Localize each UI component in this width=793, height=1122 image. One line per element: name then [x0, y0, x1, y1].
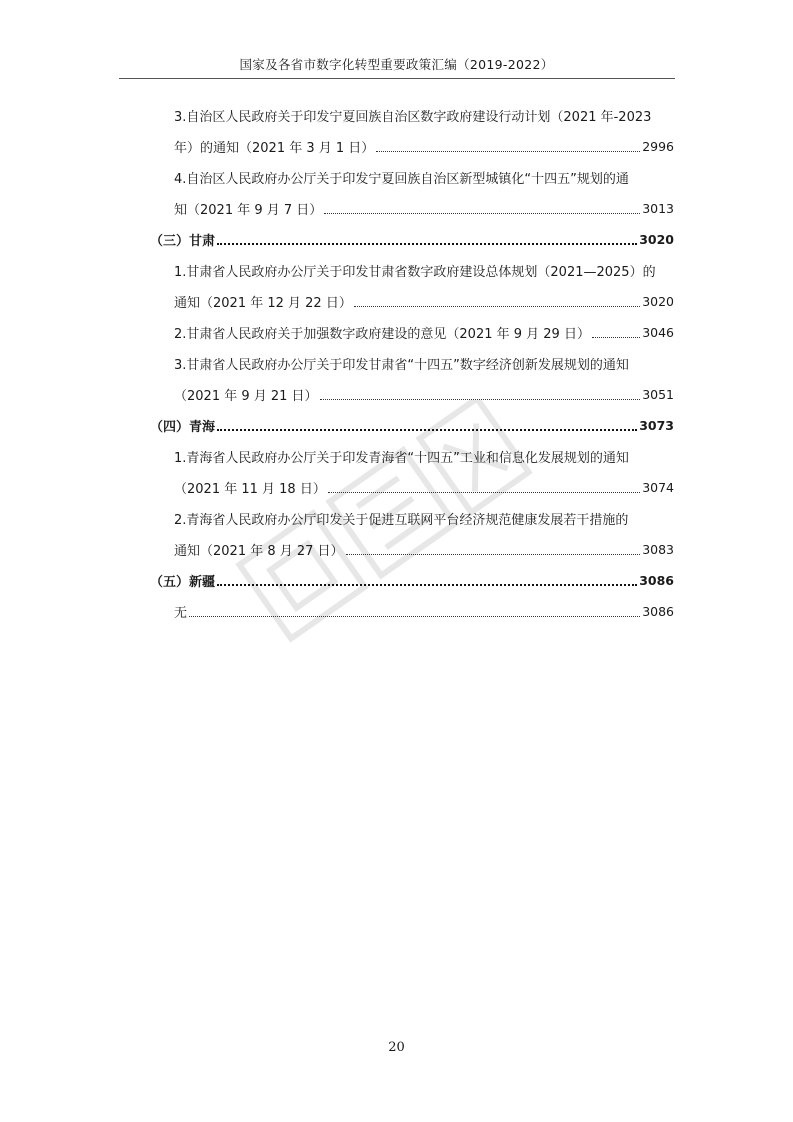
- toc-entry-text: 通知（2021 年 12 月 22 日）: [174, 296, 352, 311]
- running-header: 国家及各省市数字化转型重要政策汇编（2019-2022）: [239, 57, 554, 72]
- toc-entry-text: （三）甘肃: [150, 234, 216, 249]
- toc-entry-text: 知（2021 年 9 月 7 日）: [174, 203, 323, 218]
- toc-page-number: 3073: [639, 418, 674, 433]
- toc-page-number: 3074: [642, 480, 674, 495]
- header-rule: [119, 78, 675, 79]
- dot-leader: [217, 242, 637, 245]
- toc-page-number: 3086: [639, 573, 674, 588]
- dot-leader: [592, 336, 640, 338]
- toc-entry-text: （2021 年 11 月 18 日）: [174, 482, 326, 497]
- dot-leader: [328, 491, 640, 493]
- toc-entry-text: 2.甘肃省人民政府关于加强数字政府建设的意见（2021 年 9 月 29 日）: [174, 327, 590, 342]
- toc-page-number: 3086: [642, 604, 674, 619]
- toc-page-number: 3046: [642, 325, 674, 340]
- toc-entry[interactable]: [150, 348, 674, 379]
- toc-entry[interactable]: [150, 441, 674, 472]
- toc-page-number: 3013: [642, 201, 674, 216]
- toc-page-number: 3051: [642, 387, 674, 402]
- dot-leader: [320, 398, 641, 400]
- toc-entry-text: 3.自治区人民政府关于印发宁夏回族自治区数字政府建设行动计划（2021 年-2023: [174, 110, 652, 125]
- toc-entry[interactable]: [150, 379, 674, 410]
- toc-page-number: 3083: [642, 542, 674, 557]
- toc-entry-text: 1.甘肃省人民政府办公厅关于印发甘肃省数字政府建设总体规划（2021—2025）的: [174, 265, 656, 280]
- toc-entry[interactable]: [150, 100, 674, 131]
- dot-leader: [189, 615, 640, 617]
- toc-page-number: 3020: [639, 232, 674, 247]
- toc-entry-text: 2.青海省人民政府办公厅印发关于促进互联网平台经济规范健康发展若干措施的: [174, 513, 629, 528]
- page-number: 20: [388, 1040, 405, 1055]
- toc-entry-text: 1.青海省人民政府办公厅关于印发青海省“十四五”工业和信息化发展规划的通知: [174, 451, 629, 466]
- toc-entry-text: （2021 年 9 月 21 日）: [174, 389, 318, 404]
- toc-page-number: 2996: [642, 139, 674, 154]
- toc-entry[interactable]: [150, 503, 674, 534]
- dot-leader: [217, 428, 637, 431]
- toc-entry[interactable]: [150, 131, 674, 162]
- dot-leader: [217, 583, 637, 586]
- dot-leader: [346, 553, 641, 555]
- toc-entry[interactable]: [150, 472, 674, 503]
- toc-entry[interactable]: [150, 162, 674, 193]
- toc-entry-text: 3.甘肃省人民政府办公厅关于印发甘肃省“十四五”数字经济创新发展规划的通知: [174, 358, 629, 373]
- toc-section-entry[interactable]: [150, 410, 674, 441]
- toc-entry[interactable]: [150, 255, 674, 286]
- toc-entry-text: 通知（2021 年 8 月 27 日）: [174, 544, 344, 559]
- toc-section-entry[interactable]: [150, 565, 674, 596]
- toc-entry[interactable]: [150, 317, 674, 348]
- toc-entry-text: 无: [174, 606, 188, 621]
- dot-leader: [354, 305, 640, 307]
- dot-leader: [324, 212, 640, 214]
- toc-entry[interactable]: [150, 286, 674, 317]
- toc-entry-text: （四）青海: [150, 420, 216, 435]
- toc-entry[interactable]: [150, 596, 674, 627]
- toc-entry-text: 年）的通知（2021 年 3 月 1 日）: [174, 141, 375, 156]
- toc-entry-text: （五）新疆: [150, 575, 216, 590]
- toc-entry[interactable]: [150, 193, 674, 224]
- toc-page-number: 3020: [642, 294, 674, 309]
- toc-section-entry[interactable]: [150, 224, 674, 255]
- table-of-contents: [150, 100, 674, 627]
- toc-entry[interactable]: [150, 534, 674, 565]
- dot-leader: [376, 150, 640, 152]
- toc-entry-text: 4.自治区人民政府办公厅关于印发宁夏回族自治区新型城镇化“十四五”规划的通: [174, 172, 629, 187]
